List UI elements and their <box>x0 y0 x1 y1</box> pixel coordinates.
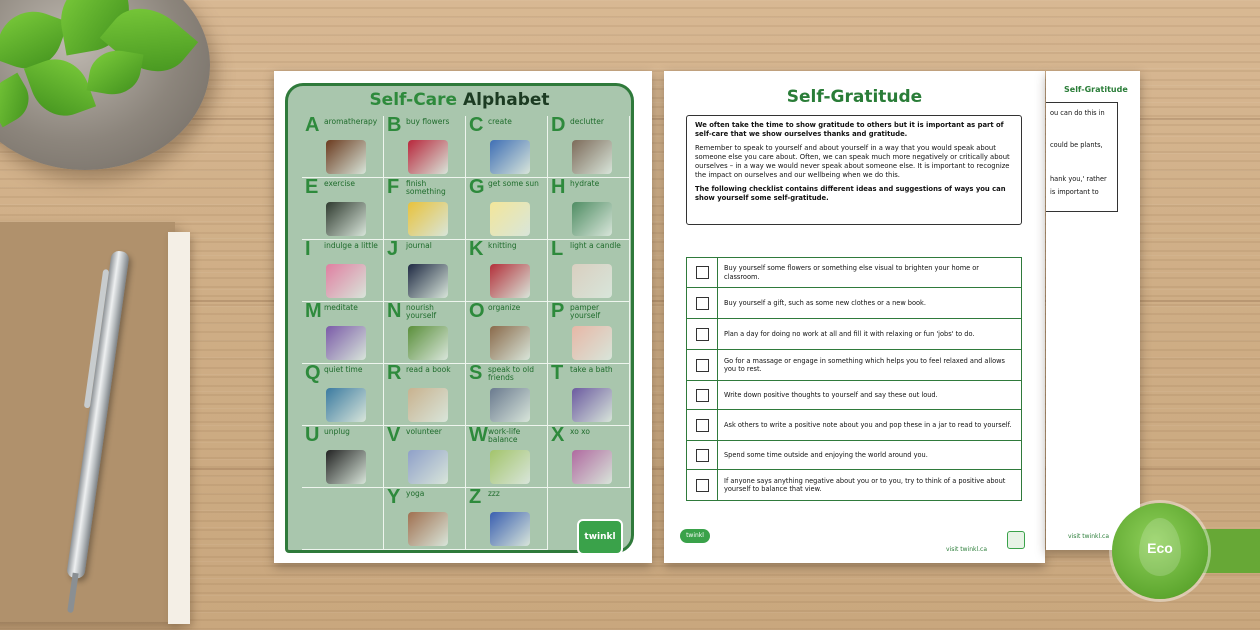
notebook-pages <box>168 232 190 624</box>
checklist-row <box>686 441 1022 470</box>
checklist-item-text: Go for a massage or engage in something which helps you to feel relaxed and allows you to rest. <box>724 356 1005 373</box>
cell-letter: A <box>305 114 320 136</box>
checkbox-cell <box>687 350 718 380</box>
cell-letter: C <box>469 114 484 136</box>
cell-word: take a bath <box>570 365 613 374</box>
cell-letter: M <box>305 300 322 322</box>
alphabet-cell-n <box>384 302 466 364</box>
alphabet-cell-g <box>466 178 548 240</box>
checkbox[interactable] <box>696 297 709 310</box>
cell-illustration <box>490 512 530 546</box>
cell-illustration <box>408 512 448 546</box>
cell-letter: X <box>551 424 565 446</box>
alphabet-cell-j <box>384 240 466 302</box>
cell-illustration <box>572 326 612 360</box>
checkbox[interactable] <box>696 359 709 372</box>
back-sheet <box>1046 71 1140 550</box>
cell-illustration <box>326 140 366 174</box>
intro-paragraph-3: The following checklist contains different ideas and suggestions of ways you can show yourself some self-gratitude. <box>695 185 1006 202</box>
checkbox-cell <box>687 441 718 469</box>
cell-letter: Q <box>305 362 321 384</box>
alphabet-cell-p <box>548 302 630 364</box>
alphabet-cell-h <box>548 178 630 240</box>
alphabet-cell-e <box>302 178 384 240</box>
cell-letter: K <box>469 238 484 260</box>
cell-letter: I <box>305 238 311 260</box>
cell-letter: R <box>387 362 402 384</box>
cell-letter: H <box>551 176 566 198</box>
cell-letter: L <box>551 238 564 260</box>
cell-letter: P <box>551 300 565 322</box>
cell-word: journal <box>406 241 432 250</box>
twinkl-logo: twinkl <box>577 519 623 555</box>
cell-illustration <box>572 202 612 236</box>
cell-word: aromatherapy <box>324 117 378 126</box>
alphabet-title <box>288 90 631 110</box>
alphabet-cell-v <box>384 426 466 488</box>
checkbox[interactable] <box>696 449 709 462</box>
cell-illustration <box>408 388 448 422</box>
checklist-item-text: Plan a day for doing no work at all and fill it with relaxing or fun 'jobs' to do. <box>724 329 975 338</box>
cell-letter: S <box>469 362 483 384</box>
alphabet-cell-o <box>466 302 548 364</box>
checkbox[interactable] <box>696 389 709 402</box>
cell-letter: V <box>387 424 401 446</box>
cell-letter: Z <box>469 486 482 508</box>
back-sheet-title: Self-Gratitude <box>1064 85 1128 94</box>
alphabet-cell-l <box>548 240 630 302</box>
checklist-row <box>686 319 1022 350</box>
cell-letter: D <box>551 114 566 136</box>
checklist-row <box>686 288 1022 319</box>
back-sheet-box <box>1046 102 1118 212</box>
checklist-row <box>686 350 1022 381</box>
cell-word: organize <box>488 303 521 312</box>
cell-letter: U <box>305 424 320 446</box>
cell-letter: G <box>469 176 485 198</box>
cell-word: xo xo <box>570 427 590 436</box>
alphabet-cell-s <box>466 364 548 426</box>
cell-word: declutter <box>570 117 604 126</box>
cell-letter: T <box>551 362 564 384</box>
back-line: hank you,' rather <box>1050 175 1107 183</box>
back-footer-url: visit twinkl.ca <box>1068 533 1110 540</box>
title-part-2: Alphabet <box>462 90 550 110</box>
cell-word: indulge a little <box>324 241 378 250</box>
cell-illustration <box>490 450 530 484</box>
gratitude-sheet <box>664 71 1045 563</box>
checklist-item-text: Write down positive thoughts to yourself and say these out loud. <box>724 390 938 399</box>
cell-illustration <box>490 388 530 422</box>
cell-illustration <box>572 264 612 298</box>
intro-paragraph-2: Remember to speak to yourself and about yourself in a way that you would speak about someone else you care about. Often, we can speak much more negatively or critically about ourselves – in a way we would never speak about someone else. It is important to recognize the impact on ourselves and our wellbeing when we do this. <box>695 144 1010 179</box>
gratitude-title: Self-Gratitude <box>786 87 923 107</box>
intro-paragraph-1: We often take the time to show gratitude to others but it is important as part of self-care that we show ourselves thanks and gratitude. <box>695 121 1004 138</box>
alphabet-cell-r <box>384 364 466 426</box>
cell-illustration <box>326 450 366 484</box>
checklist <box>686 257 1022 501</box>
cell-word: get some sun <box>488 179 539 188</box>
checklist-row <box>686 257 1022 288</box>
cell-word: speak to old friends <box>488 365 534 382</box>
back-line: is important to <box>1050 188 1099 196</box>
cell-word: create <box>488 117 512 126</box>
checklist-item-text: Buy yourself some flowers or something else visual to brighten your home or classroom. <box>724 264 980 281</box>
checkbox[interactable] <box>696 328 709 341</box>
cell-illustration <box>326 264 366 298</box>
cell-word: nourish yourself <box>406 303 437 320</box>
checkbox-cell <box>687 288 718 318</box>
cell-illustration <box>408 264 448 298</box>
checklist-row <box>686 470 1022 501</box>
alphabet-cell-f <box>384 178 466 240</box>
cell-word: exercise <box>324 179 355 188</box>
cell-word: hydrate <box>570 179 600 188</box>
title-part-1: Self-Care <box>369 90 458 110</box>
checklist-item-text: Ask others to write a positive note about you and pop these in a jar to read to yourself. <box>724 420 1012 429</box>
cell-letter: N <box>387 300 402 322</box>
cell-illustration <box>490 140 530 174</box>
eco-badge <box>1112 503 1208 599</box>
alphabet-panel <box>285 83 634 553</box>
cell-word: pamper yourself <box>570 303 601 320</box>
cell-word: knitting <box>488 241 517 250</box>
cell-word: quiet time <box>324 365 363 374</box>
alphabet-cell-u <box>302 426 384 488</box>
cell-illustration <box>490 326 530 360</box>
cell-word: zzz <box>488 489 500 498</box>
cell-word: finish something <box>406 179 446 196</box>
checklist-row <box>686 410 1022 441</box>
checkbox-cell <box>687 258 718 287</box>
cell-illustration <box>572 388 612 422</box>
checkbox[interactable] <box>696 419 709 432</box>
cell-word: volunteer <box>406 427 442 436</box>
cell-illustration <box>490 264 530 298</box>
footer-twinkl-logo: twinkl <box>680 529 710 543</box>
back-line: ou can do this in <box>1050 109 1105 117</box>
alphabet-cell-y <box>384 488 466 550</box>
eco-label: Eco <box>1147 540 1173 556</box>
alphabet-cell-empty <box>302 488 384 550</box>
cell-letter: Y <box>387 486 401 508</box>
alphabet-cell-b <box>384 116 466 178</box>
cell-illustration <box>408 450 448 484</box>
cell-letter: B <box>387 114 402 136</box>
alphabet-cell-m <box>302 302 384 364</box>
cell-letter: W <box>469 424 488 446</box>
footer-badge-icon <box>1007 531 1025 549</box>
alphabet-cell-t <box>548 364 630 426</box>
cell-letter: O <box>469 300 485 322</box>
cell-word: work-life balance <box>488 427 521 444</box>
cell-word: buy flowers <box>406 117 450 126</box>
checkbox[interactable] <box>696 266 709 279</box>
cell-letter: E <box>305 176 319 198</box>
footer-url: visit twinkl.ca <box>946 546 988 553</box>
back-line: could be plants, <box>1050 141 1103 149</box>
alphabet-cell-q <box>302 364 384 426</box>
alphabet-cell-z <box>466 488 548 550</box>
cell-illustration <box>326 388 366 422</box>
cell-illustration <box>326 202 366 236</box>
cell-illustration <box>326 326 366 360</box>
alphabet-cell-a <box>302 116 384 178</box>
alphabet-cell-d <box>548 116 630 178</box>
cell-illustration <box>408 140 448 174</box>
cell-illustration <box>572 140 612 174</box>
cell-letter: F <box>387 176 400 198</box>
cell-word: unplug <box>324 427 350 436</box>
cell-word: read a book <box>406 365 451 374</box>
cell-illustration <box>572 450 612 484</box>
checklist-item-text: Buy yourself a gift, such as some new clothes or a new book. <box>724 298 926 307</box>
checkbox-cell <box>687 381 718 409</box>
alphabet-cell-w <box>466 426 548 488</box>
checkbox-cell <box>687 470 718 500</box>
cell-illustration <box>490 202 530 236</box>
alphabet-cell-x <box>548 426 630 488</box>
checkbox[interactable] <box>696 479 709 492</box>
alphabet-cell-k <box>466 240 548 302</box>
checklist-item-text: If anyone says anything negative about you or to you, try to think of a positive about yourself to balance that view. <box>724 476 1006 493</box>
checkbox-cell <box>687 410 718 440</box>
alphabet-cell-c <box>466 116 548 178</box>
cell-letter: J <box>387 238 399 260</box>
checklist-row <box>686 381 1022 410</box>
checkbox-cell <box>687 319 718 349</box>
cell-word: meditate <box>324 303 358 312</box>
cell-illustration <box>408 326 448 360</box>
alphabet-cell-i <box>302 240 384 302</box>
checklist-item-text: Spend some time outside and enjoying the world around you. <box>724 450 928 459</box>
cell-illustration <box>408 202 448 236</box>
cell-word: light a candle <box>570 241 621 250</box>
intro-box <box>686 115 1022 225</box>
alphabet-sheet <box>274 71 652 563</box>
cell-word: yoga <box>406 489 425 498</box>
